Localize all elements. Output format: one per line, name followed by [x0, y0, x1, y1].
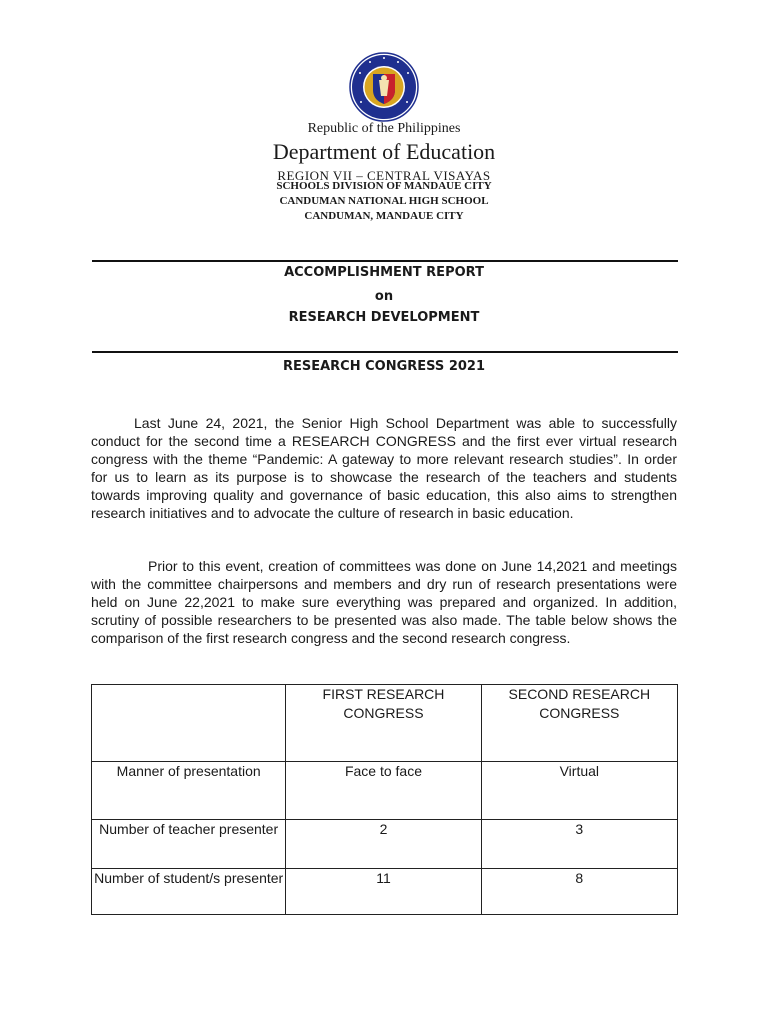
table-row: [92, 820, 678, 869]
department-heading: Department of Education: [272, 139, 496, 164]
table-cell: Number of teacher presenter: [92, 820, 286, 869]
table-row: [92, 762, 678, 820]
table-cell: Number of student/s presenter: [92, 869, 286, 915]
table-cell: Virtual: [481, 762, 677, 820]
republic-heading: Republic of the Philippines: [307, 121, 461, 136]
table-header-cell: [92, 685, 286, 762]
table-cell: Face to face: [286, 762, 481, 820]
table-cell: Manner of presentation: [92, 762, 286, 820]
table-row: [92, 869, 678, 915]
body-paragraph-1: Last June 24, 2021, the Senior High School Department was able to successfully conduct for the second time a RESEARCH CONGRESS and the first ever virtual research congress with the theme “Pandemic: A gateway to more relevant research studies”. In order for us to learn as its purpose is to showcase the research of the teachers and students towards improving quality and governance of basic education, this also aims to strengthen research initiatives and to advocate the culture of research in basic education.: [91, 415, 677, 521]
region-heading: REGION VII – CENTRAL VISAYAS: [277, 168, 491, 183]
table-cell: 2: [286, 820, 481, 869]
top-divider: [92, 260, 678, 262]
body-paragraph-2: Prior to this event, creation of committees was done on June 14,2021 and meetings with the committee chairpersons and members and dry run of research presentations were held on June 22,2021 to make sure everything was prepared and organized. In addition, scrutiny of possible researchers to be presented was also made. The table below shows the comparison of the first research congress and the second research congress.: [91, 558, 677, 646]
deped-seal-logo: [349, 52, 419, 122]
table-header-row: [92, 685, 678, 762]
address-heading: CANDUMAN, MANDAUE CITY: [304, 210, 464, 222]
report-title: ACCOMPLISHMENT REPORT: [284, 265, 484, 280]
table-cell: 8: [481, 869, 677, 915]
school-heading: CANDUMAN NATIONAL HIGH SCHOOL: [279, 195, 489, 207]
table-header-cell: FIRST RESEARCH CONGRESS: [286, 685, 481, 762]
report-title-on: on: [374, 289, 394, 304]
table-cell: 11: [286, 869, 481, 915]
division-heading: SCHOOLS DIVISION OF MANDAUE CITY: [276, 180, 492, 192]
bottom-divider: [92, 351, 678, 353]
report-subtitle: RESEARCH CONGRESS 2021: [282, 359, 486, 374]
comparison-table: [91, 684, 678, 915]
report-topic: RESEARCH DEVELOPMENT: [288, 310, 480, 325]
table-header-cell: SECOND RESEARCH CONGRESS: [481, 685, 677, 762]
table-cell: 3: [481, 820, 677, 869]
